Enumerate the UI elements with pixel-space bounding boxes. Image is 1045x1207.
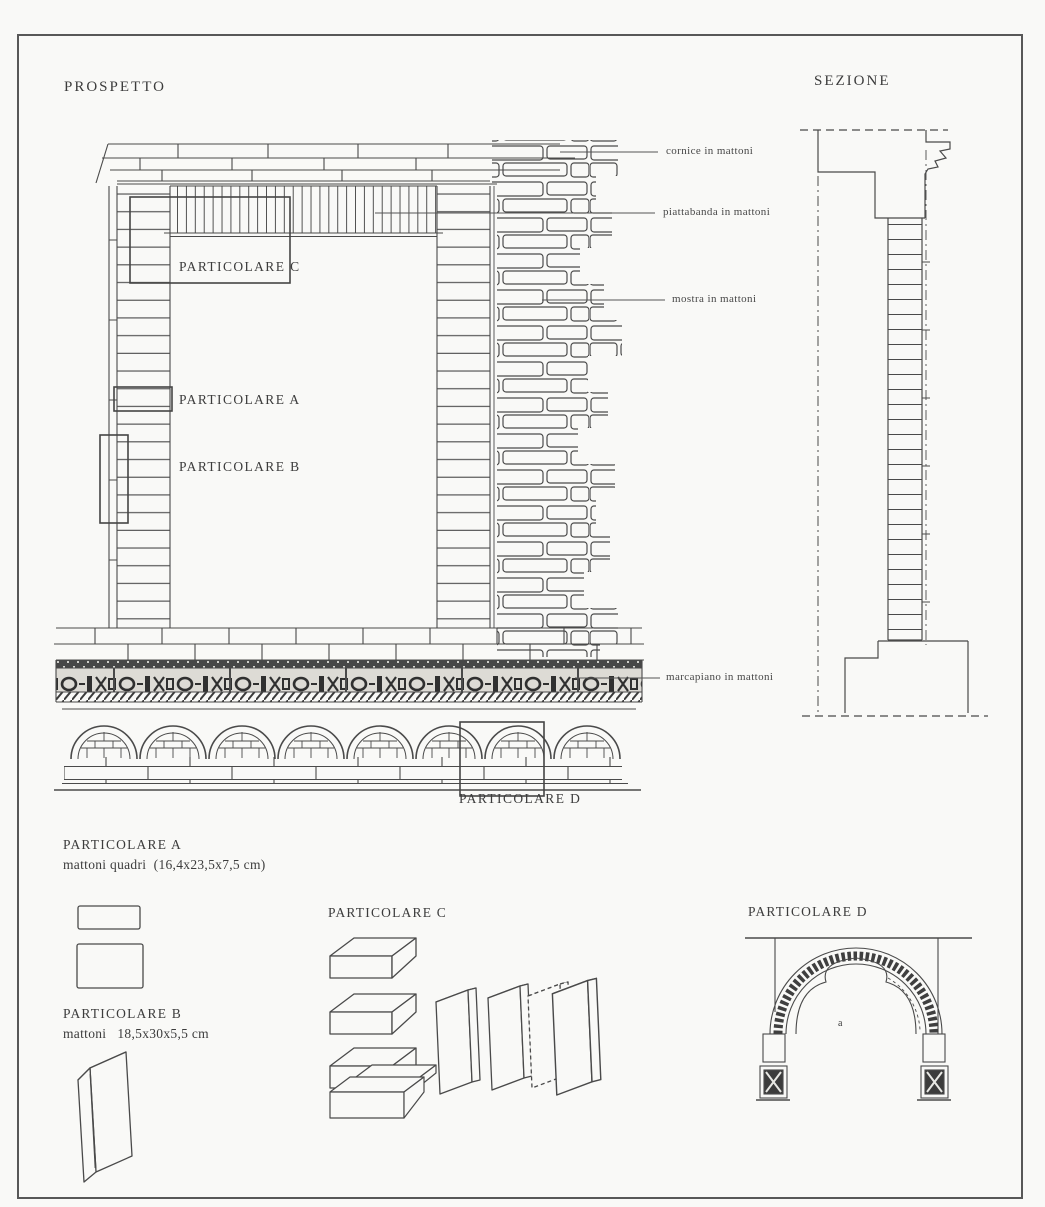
detail-c-heading: PARTICOLARE C xyxy=(328,905,447,920)
detail-a-subtitle: mattoni quadri (16,4x23,5x7,5 cm) xyxy=(63,857,266,872)
detail-b-drawing xyxy=(78,1052,132,1182)
sezione-title: SEZIONE xyxy=(814,73,891,89)
detail-c-drawing xyxy=(330,938,601,1118)
annotation-cornice: cornice in mattoni xyxy=(666,145,754,157)
piattabanda xyxy=(164,186,443,237)
callout-label-a: PARTICOLARE A xyxy=(179,392,301,407)
left-jamb xyxy=(109,186,170,628)
detail-a-heading: PARTICOLARE A xyxy=(63,837,182,852)
detail-d-heading: PARTICOLARE D xyxy=(748,904,868,919)
annotation-piattabanda: piattabanda in mattoni xyxy=(663,206,771,218)
prospetto-drawing xyxy=(54,134,665,796)
callout-label-b: PARTICOLARE B xyxy=(179,459,301,474)
callout-label-c: PARTICOLARE C xyxy=(179,259,301,274)
annotation-mostra: mostra in mattoni xyxy=(672,293,757,305)
detail-b-subtitle: mattoni 18,5x30x5,5 cm xyxy=(63,1026,209,1041)
trefoil-arch xyxy=(796,958,916,1034)
detail-a-drawing xyxy=(77,906,143,988)
sezione-drawing xyxy=(800,130,988,716)
detail-d-drawing xyxy=(745,938,972,1100)
right-jamb xyxy=(437,186,494,628)
marcapiano-frieze xyxy=(56,660,642,702)
detail-b-heading: PARTICOLARE B xyxy=(63,1006,182,1021)
detail-d-marker: a xyxy=(838,1018,843,1029)
callout-label-d: PARTICOLARE D xyxy=(459,791,582,806)
annotation-marcapiano: marcapiano in mattoni xyxy=(666,671,774,683)
arcade xyxy=(54,709,641,790)
prospetto-title: PROSPETTO xyxy=(64,79,166,95)
